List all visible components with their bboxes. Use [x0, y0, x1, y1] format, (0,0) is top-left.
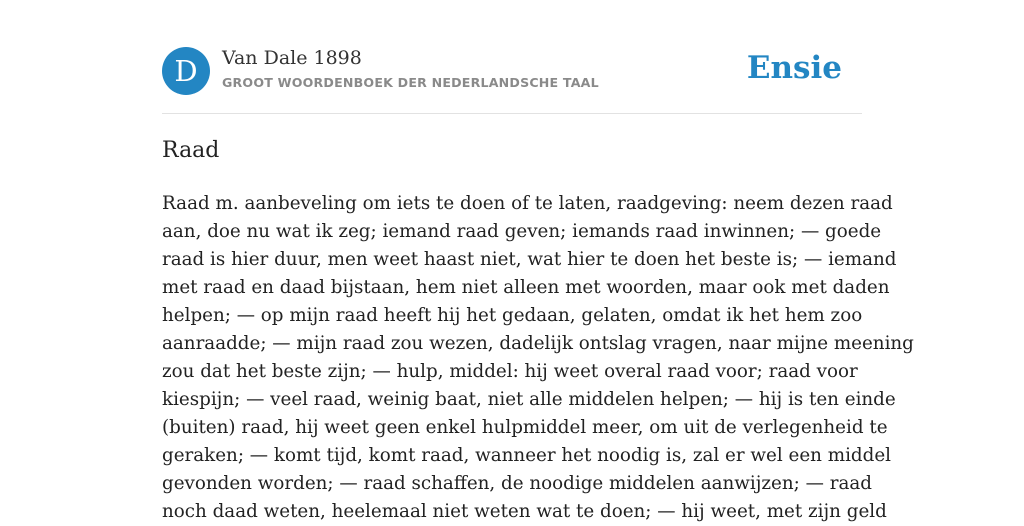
definition-line: geraken; — komt tijd, komt raad, wanneer het noodig is, zal er wel een middel — [162, 445, 891, 466]
definition-line: kiespijn; — veel raad, weinig baat, niet alle middelen helpen; — hij is ten einde — [162, 389, 896, 410]
dictionary-header — [162, 46, 862, 96]
definition-line: zou dat het beste zijn; — hulp, middel: hij weet overal raad voor; raad voor — [162, 361, 858, 382]
definition-line: met raad en daad bijstaan, hem niet alleen met woorden, maar ook met daden — [162, 277, 890, 298]
dictionary-logo[interactable]: D — [162, 47, 210, 95]
dictionary-title[interactable]: Van Dale 1898 — [222, 47, 362, 69]
definition-line: gevonden worden; — raad schaffen, de noodige middelen aanwijzen; — raad — [162, 473, 872, 494]
definition-line: (buiten) raad, hij weet geen enkel hulpmiddel meer, om uit de verlegenheid te — [162, 417, 888, 438]
definition-line: Raad m. aanbeveling om iets te doen of te laten, raadgeving: neem dezen raad — [162, 193, 893, 214]
definition-line: aan, doe nu wat ik zeg; iemand raad geven; iemands raad inwinnen; — goede — [162, 221, 882, 242]
header-divider — [162, 113, 862, 114]
entry-definition — [162, 190, 914, 526]
definition-line: raad is hier duur, men weet haast niet, wat hier te doen het beste is; — iemand — [162, 249, 897, 270]
definition-line: helpen; — op mijn raad heeft hij het gedaan, gelaten, omdat ik het hem zoo — [162, 305, 863, 326]
definition-line: aanraadde; — mijn raad zou wezen, dadelijk ontslag vragen, naar mijne meening — [162, 333, 914, 354]
dictionary-subtitle: GROOT WOORDENBOEK DER NEDERLANDSCHE TAAL — [222, 75, 599, 90]
ensie-brand-link[interactable]: Ensie — [746, 50, 842, 86]
entry-headword: Raad — [162, 138, 220, 163]
definition-line: noch daad weten, heelemaal niet weten wat te doen; — hij weet, met zijn geld — [162, 501, 887, 522]
